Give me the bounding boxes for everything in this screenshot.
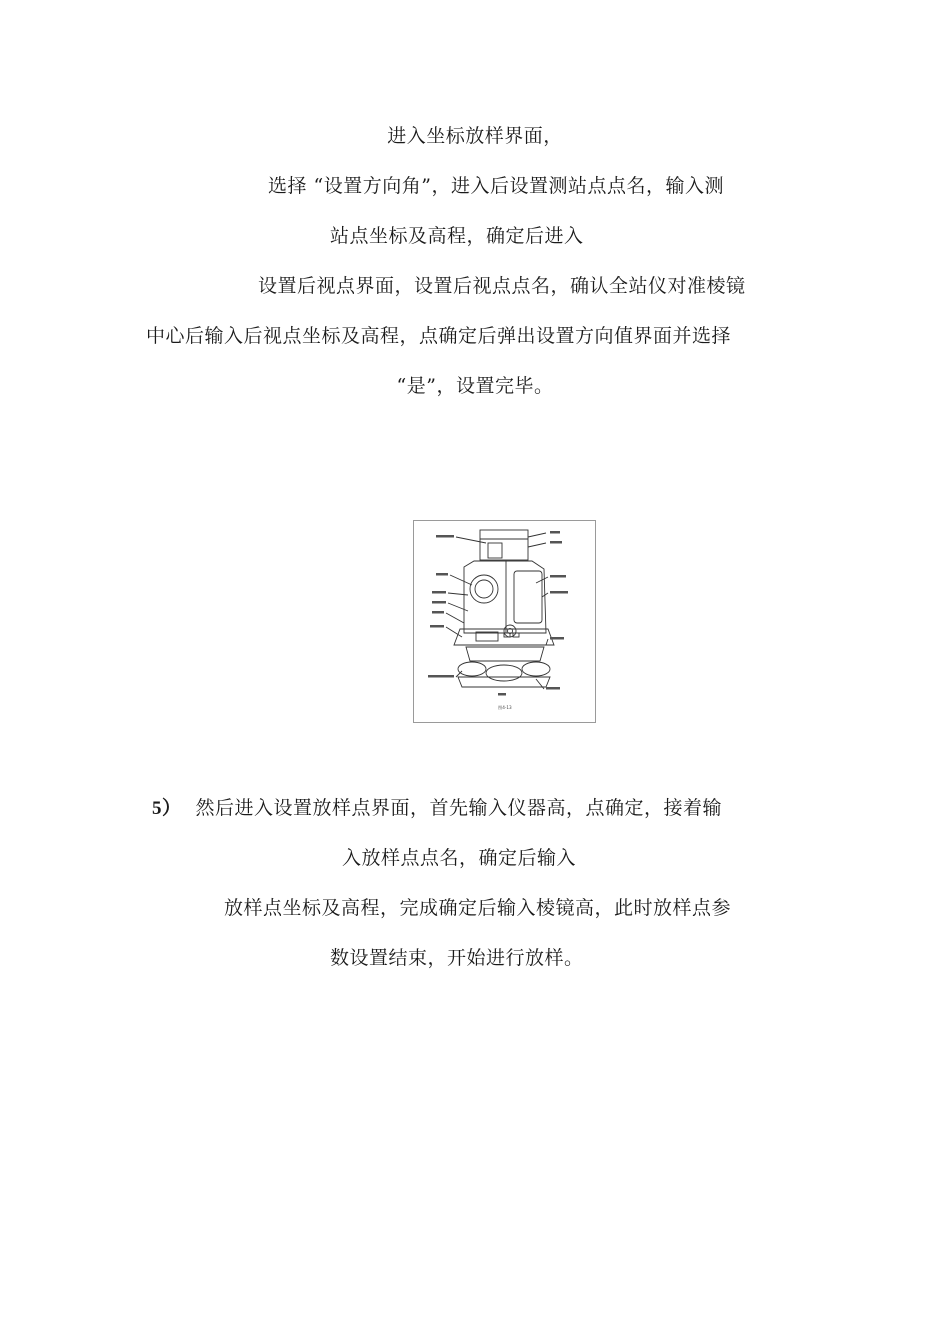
paragraph-text: 然后进入设置放样点界面，首先输入仪器高，点确定，接着输 xyxy=(195,797,723,819)
paragraph-line: 站点坐标及高程，确定后进入 xyxy=(330,225,584,247)
paragraph-line: 放样点坐标及高程，完成确定后输入棱镜高，此时放样点参 xyxy=(224,897,732,919)
list-item-line xyxy=(152,796,722,821)
figure-caption: 图4-13 xyxy=(498,705,512,710)
paragraph-line: 入放样点点名，确定后输入 xyxy=(342,847,577,869)
list-number: 5） xyxy=(152,798,182,819)
total-station-diagram-icon xyxy=(414,521,595,722)
paragraph-line: 进入坐标放样界面， xyxy=(387,125,563,147)
paragraph-line: 数设置结束，开始进行放样。 xyxy=(330,947,584,969)
paragraph-line: “是”，设置完毕。 xyxy=(396,375,554,397)
total-station-figure xyxy=(413,520,596,723)
paragraph-line: 中心后输入后视点坐标及高程，点确定后弹出设置方向值界面并选择 xyxy=(146,325,732,347)
paragraph-line: 选择 “设置方向角”，进入后设置测站点点名，输入测 xyxy=(268,175,724,197)
paragraph-line: 设置后视点界面，设置后视点点名，确认全站仪对准棱镜 xyxy=(258,275,746,297)
